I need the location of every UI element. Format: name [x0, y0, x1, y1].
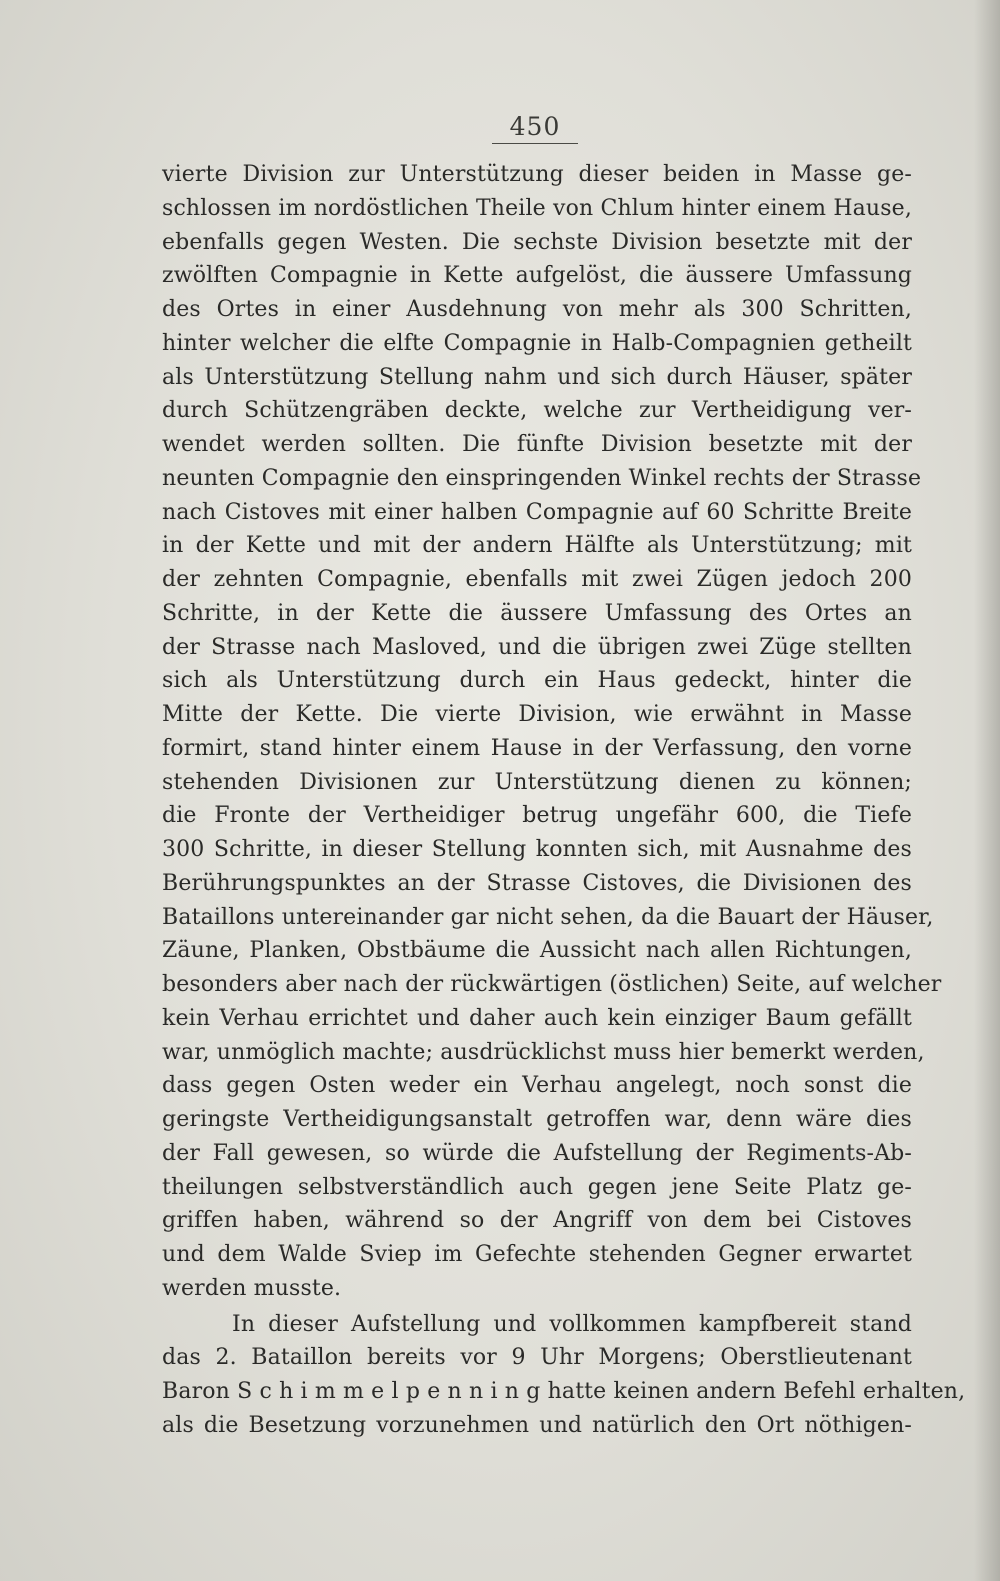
text-line: dass gegen Osten weder ein Verhau angelegt, noch sonst die [162, 1073, 912, 1099]
text-line: sich als Unterstützung durch ein Haus gedeckt, hinter die [162, 668, 912, 694]
text-line: Mitte der Kette. Die vierte Division, wie erwähnt in Masse [162, 702, 912, 727]
text-line: Schritte, in der Kette die äussere Umfassung des Ortes an [162, 600, 912, 626]
text-line-paragraph-start: In dieser Aufstellung und vollkommen kampfbereit stand [232, 1311, 912, 1337]
page-number-rule [492, 143, 578, 144]
text-line: in der Kette und mit der andern Hälfte als Unterstützung; mit [162, 533, 912, 559]
text-line: stehenden Divisionen zur Unterstützung dienen zu können; [162, 769, 912, 795]
text-line: geringste Vertheidigungsanstalt getroffen war, denn wäre dies [162, 1107, 912, 1132]
text-line: besonders aber nach der rückwärtigen (östlichen) Seite, auf welcher [162, 972, 942, 997]
text-line: Baron S c h i m m e l p e n n i n g hatte keinen andern Befehl erhalten, [162, 1379, 966, 1404]
text-line: der Fall gewesen, so würde die Aufstellung der Regiments-Ab- [162, 1140, 912, 1166]
text-line: durch Schützengräben deckte, welche zur Vertheidigung ver- [162, 398, 912, 424]
text-line: hinter welcher die elfte Compagnie in Halb-Compagnien getheilt [162, 330, 912, 356]
text-line: und dem Walde Sviep im Gefechte stehenden Gegner erwartet [162, 1242, 912, 1267]
text-line: Zäune, Planken, Obstbäume die Aussicht nach allen Richtungen, [162, 938, 912, 964]
text-line: Bataillons untereinander gar nicht sehen, da die Bauart der Häuser, [162, 904, 934, 930]
text-line: als Unterstützung Stellung nahm und sich durch Häuser, später [162, 364, 912, 390]
text-line: der Strasse nach Masloved, und die übrigen zwei Züge stellten [162, 634, 912, 660]
page-number: 450 [509, 112, 561, 141]
text-line: nach Cistoves mit einer halben Compagnie auf 60 Schritte Breite [162, 499, 912, 525]
body-text [162, 158, 966, 1443]
text-line-paragraph-end: werden musste. [162, 1275, 342, 1301]
text-line: zwölften Compagnie in Kette aufgelöst, die äussere Umfassung [162, 263, 912, 289]
text-line: neunten Compagnie den einspringenden Winkel rechts der Strasse [162, 465, 922, 491]
text-line: ebenfalls gegen Westen. Die sechste Division besetzte mit der [162, 229, 912, 255]
text-line: kein Verhau errichtet und daher auch kein einziger Baum gefällt [162, 1005, 912, 1031]
text-line: griffen haben, während so der Angriff von dem bei Cistoves [162, 1208, 912, 1234]
text-line: der zehnten Compagnie, ebenfalls mit zwei Zügen jedoch 200 [162, 567, 912, 592]
text-line: wendet werden sollten. Die fünfte Division besetzte mit der [162, 432, 912, 457]
text-line: vierte Division zur Unterstützung dieser beiden in Masse ge- [162, 162, 912, 187]
text-line: des Ortes in einer Ausdehnung von mehr als 300 Schritten, [162, 297, 912, 322]
text-line: das 2. Bataillon bereits vor 9 Uhr Morgens; Oberstlieutenant [162, 1345, 912, 1371]
text-line: die Fronte der Vertheidiger betrug ungefähr 600, die Tiefe [162, 803, 912, 829]
text-line: theilungen selbstverständlich auch gegen jene Seite Platz ge- [162, 1174, 912, 1200]
text-line: als die Besetzung vorzunehmen und natürlich den Ort nöthigen- [162, 1412, 912, 1438]
text-line: schlossen im nordöstlichen Theile von Chlum hinter einem Hause, [162, 195, 912, 221]
text-line: 300 Schritte, in dieser Stellung konnten sich, mit Ausnahme des [162, 837, 912, 862]
page-edge-shadow [974, 0, 1000, 1581]
text-line: formirt, stand hinter einem Hause in der Verfassung, den vorne [162, 735, 912, 761]
text-line: war, unmöglich machte; ausdrücklichst muss hier bemerkt werden, [162, 1039, 925, 1065]
text-line: Berührungspunktes an der Strasse Cistoves, die Divisionen des [162, 870, 912, 896]
